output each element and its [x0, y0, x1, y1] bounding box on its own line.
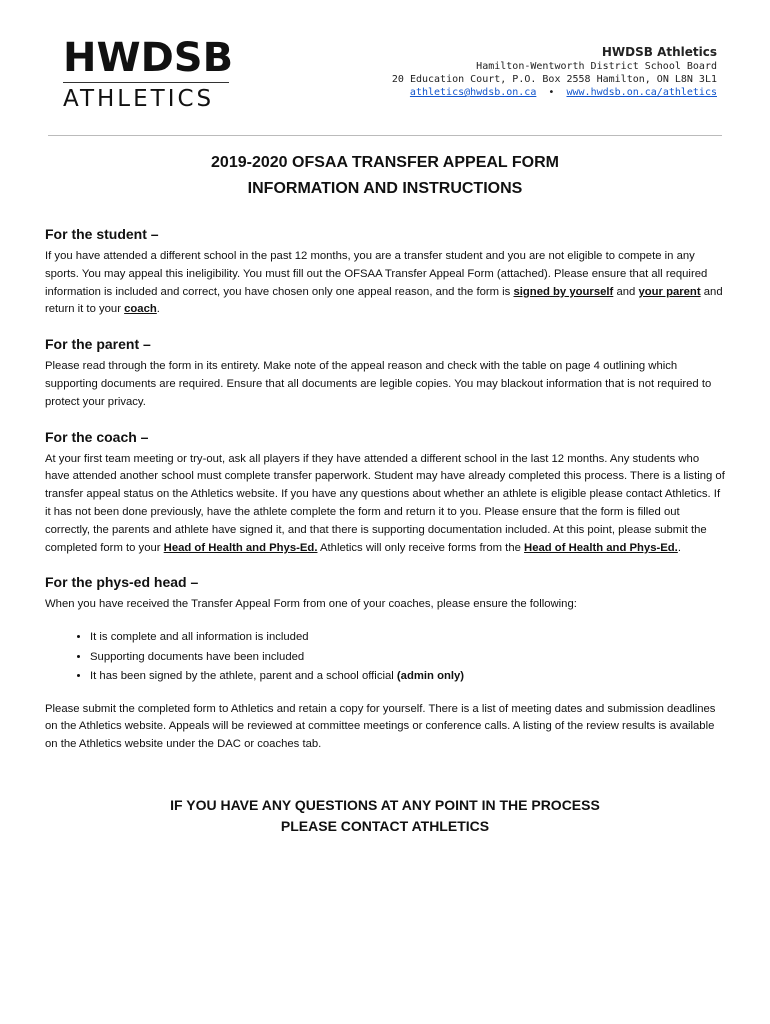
org-name: HWDSB Athletics	[601, 45, 717, 59]
admin-only: (admin only)	[396, 670, 465, 683]
logo-wordmark: HWDSB	[63, 35, 234, 81]
physed-outro: Please submit the completed form to Athletics and retain a copy for yourself. There is a list of meeting dates and submission deadlines on the Athletics website. Appeals will be reviewed at committee meetings or conference calls. A listing of the review results is available on the Athletics website under the DAC or coaches tab.	[45, 702, 716, 751]
header-divider	[48, 135, 722, 136]
physed-section	[45, 572, 725, 754]
coach-heading: For the coach –	[45, 428, 149, 445]
list-item	[90, 667, 725, 687]
physed-heading: For the phys-ed head –	[45, 574, 199, 591]
parent-heading: For the parent –	[45, 336, 151, 353]
student-text-part: and return it to your	[45, 285, 723, 316]
logo-divider	[63, 82, 229, 83]
website-link[interactable]: www.hwdsb.on.ca/athletics	[566, 87, 717, 98]
org-board: Hamilton-Wentworth District School Board	[476, 61, 717, 72]
org-address: 20 Education Court, P.O. Box 2558 Hamilton, ON L8N 3L1	[391, 74, 717, 85]
list-item: • Supporting documents have been included	[90, 648, 725, 668]
parent-section	[45, 334, 725, 411]
coach-text-part: .	[677, 541, 681, 554]
link-separator: •	[548, 87, 555, 98]
checklist	[45, 628, 725, 687]
list-item: • It is complete and all information is included	[90, 628, 725, 648]
email-link[interactable]: athletics@hwdsb.on.ca	[409, 87, 537, 98]
org-links	[392, 86, 717, 99]
signed-by-yourself: signed by yourself	[513, 285, 614, 298]
title-line-2: INFORMATION AND INSTRUCTIONS	[247, 180, 523, 197]
student-heading: For the student –	[45, 226, 159, 242]
student-text-part: .	[156, 303, 160, 316]
closing-note	[0, 795, 770, 837]
parent-text: Please read through the form in its entirety. Make note of the appeal reason and check with the table on page 4 outlining which supporting documents are required. Ensure that all documents are legible copies. You may blackout information that is not required to protect your privacy.	[45, 360, 712, 408]
head-of-health-phys-ed: Head of Health and Phys-Ed.	[524, 541, 678, 554]
coach-text	[45, 451, 725, 558]
organization-contact	[392, 44, 717, 99]
title-line-1: 2019-2020 OFSAA TRANSFER APPEAL FORM	[211, 154, 559, 171]
coach-section	[45, 427, 725, 558]
page-title	[0, 150, 770, 202]
coach-emphasis: coach	[124, 303, 157, 316]
list-item-text: It has been signed by the athlete, parent and a school official	[90, 670, 397, 683]
student-text-part: and	[613, 285, 639, 298]
student-text	[45, 248, 725, 319]
closing-line-2: PLEASE CONTACT ATHLETICS	[280, 818, 490, 834]
logo-subtitle: ATHLETICS	[63, 86, 215, 112]
coach-text-part: At your first team meeting or try-out, ask all players if they have attended a different school in the last 12 months. Any students who have attended another school must complete transfer paperwork. Student may have already completed this process. There is a listing of transfer appeal status on the Athletics website. If you have any questions about whether an athlete is eligible please contact Athletics. If it has not been done previously, have the athlete complete the form and return it to you. Please ensure that the form is filled out correctly, the parents and athlete have signed it, and that there is supporting documentation included. At this point, please submit the completed form to your	[45, 452, 725, 554]
student-section	[45, 224, 725, 319]
instructions-body	[45, 224, 725, 769]
coach-text-part: Athletics will only receive forms from the	[317, 541, 525, 554]
your-parent: your parent	[638, 285, 701, 298]
hwdsb-athletics-logo	[63, 35, 234, 112]
physed-intro: When you have received the Transfer Appeal Form from one of your coaches, please ensure the following:	[45, 598, 577, 611]
head-of-health-phys-ed: Head of Health and Phys-Ed.	[163, 541, 318, 554]
closing-line-1: IF YOU HAVE ANY QUESTIONS AT ANY POINT IN THE PROCESS	[170, 797, 600, 813]
student-text-part: If you have attended a different school in the past 12 months, you are a transfer student and you are not eligible to compete in any sports. You may appeal this ineligibility. You must fill out the OFSAA Transfer Appeal Form (attached). Please ensure that all required information is included and correct, you have chosen only one appeal reason, and the form is	[45, 250, 708, 298]
